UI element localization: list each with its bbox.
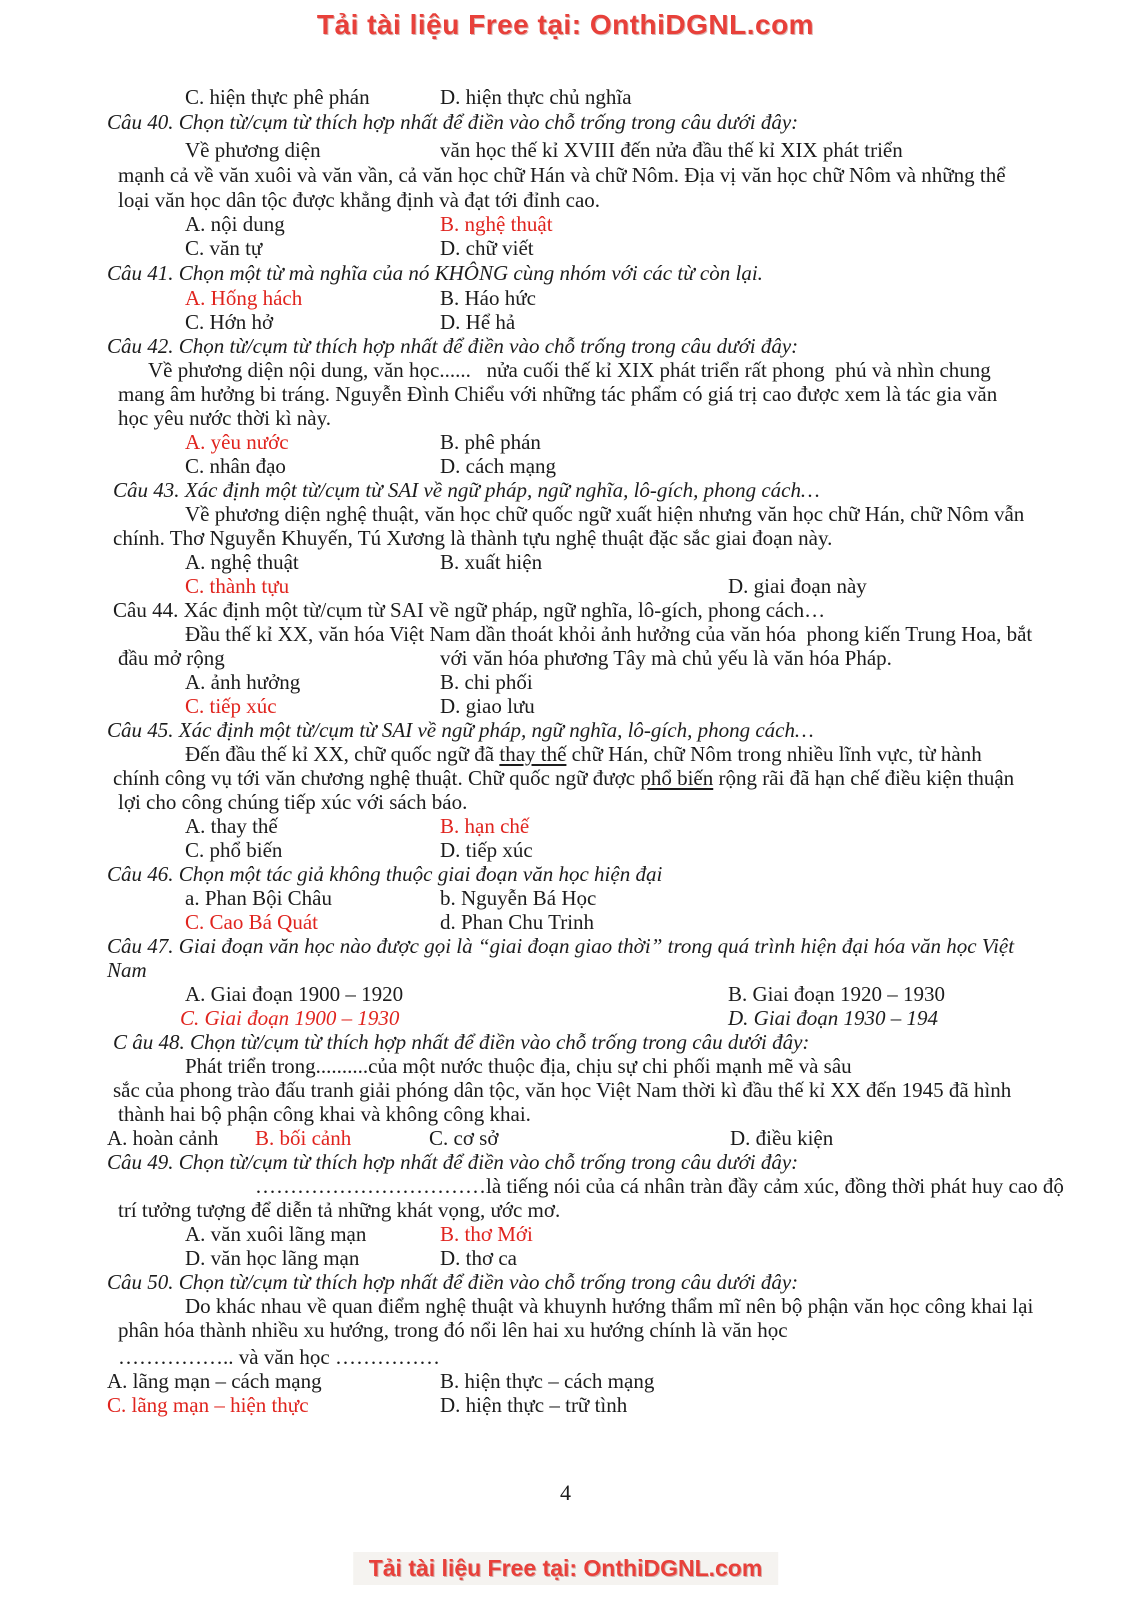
text-segment: D. hiện thực – trữ tình (440, 1393, 628, 1417)
text-segment: B. hiện thực – cách mạng (440, 1369, 655, 1393)
text-line (0, 1294, 1131, 1319)
text-line (0, 718, 1131, 743)
text-line (0, 110, 1131, 135)
text-line (0, 1318, 1131, 1343)
text-segment: D. hiện thực chủ nghĩa (440, 85, 632, 109)
text-segment: Câu 49. Chọn từ/cụm từ thích hợp nhất để điền vào chỗ trống trong câu dưới đây: (107, 1150, 799, 1174)
text-segment: A. Giai đoạn 1900 – 1920 (185, 982, 404, 1006)
text-line (0, 742, 1131, 767)
text-line (0, 910, 1131, 935)
text-segment: Về phương diện nghệ thuật, văn học chữ quốc ngữ xuất hiện nhưng văn học chữ Hán, chữ Nôm vẫn (185, 502, 1025, 526)
text-line (0, 886, 1131, 911)
text-segment: b. Nguyễn Bá Học (440, 886, 597, 910)
text-segment: D. giai đoạn này (728, 574, 867, 598)
text-segment: a. Phan Bội Châu (185, 886, 332, 910)
text-line (0, 1006, 1131, 1031)
text-line (0, 236, 1131, 261)
text-segment: trí tưởng tượng để diễn tả những khát vọng, ước mơ. (118, 1198, 561, 1222)
text-line (0, 454, 1131, 479)
text-line (0, 1198, 1131, 1223)
text-segment: C. văn tự (185, 236, 263, 260)
text-segment: Do khác nhau về quan điểm nghệ thuật và khuynh hướng thẩm mĩ nên bộ phận văn học công khai lại (185, 1294, 1034, 1318)
text-line (0, 1393, 1131, 1418)
text-line (0, 310, 1131, 335)
text-segment: A. thay thế (185, 814, 278, 838)
text-segment: Nam (107, 958, 147, 982)
text-segment: Câu 41. Chọn một từ mà nghĩa của nó KHÔNG cùng nhóm với các từ còn lại. (107, 261, 763, 285)
text-segment: học yêu nước thời kì này. (118, 406, 332, 430)
text-line (0, 188, 1131, 213)
text-segment: Đầu thế kỉ XX, văn hóa Việt Nam dần thoát khỏi ảnh hưởng của văn hóa phong kiến Trung Hoa, bắt (185, 622, 1033, 646)
text-line (0, 622, 1131, 647)
text-segment: D. chữ viết (440, 236, 534, 260)
text-segment: D. giao lưu (440, 694, 535, 718)
text-segment: C. Cao Bá Quát (185, 910, 318, 934)
text-line (0, 598, 1131, 623)
text-segment: A. nội dung (185, 212, 285, 236)
text-segment: D. văn học lãng mạn (185, 1246, 360, 1270)
text-segment: C. thành tựu (185, 574, 290, 598)
text-segment: D. tiếp xúc (440, 838, 533, 862)
text-segment: D. Giai đoạn 1930 – 194 (728, 1006, 938, 1030)
text-segment: D. Hể hả (440, 310, 516, 334)
text-line (0, 790, 1131, 815)
text-line (0, 382, 1131, 407)
text-line (0, 286, 1131, 311)
text-segment: lợi cho công chúng tiếp xúc với sách báo. (118, 790, 468, 814)
text-segment: Câu 47. Giai đoạn văn học nào được gọi là “giai đoạn giao thời” trong quá trình hiện đại hóa văn học Việt (107, 934, 1015, 958)
text-segment: Câu 50. Chọn từ/cụm từ thích hợp nhất để điền vào chỗ trống trong câu dưới đây: (107, 1270, 799, 1294)
text-segment: C. lãng mạn – hiện thực (107, 1393, 309, 1417)
header-banner: Tải tài liệu Free tại: OnthiDGNL.com (316, 9, 815, 40)
text-line (0, 430, 1131, 455)
text-segment: Câu 43. Xác định một từ/cụm từ SAI về ngữ pháp, ngữ nghĩa, lô-gích, phong cách… (113, 478, 820, 502)
text-line (0, 1126, 1131, 1151)
text-line (0, 814, 1131, 839)
text-segment: Về phương diện nội dung, văn học...... nửa cuối thế kỉ XIX phát triển rất phong phú và nhìn chung (148, 358, 991, 382)
footer-banner: Tải tài liệu Free tại: OnthiDGNL.com (353, 1552, 779, 1585)
text-segment: D. thơ ca (440, 1246, 517, 1270)
text-line (0, 646, 1131, 671)
text-segment: C âu 48. Chọn từ/cụm từ thích hợp nhất để điền vào chỗ trống trong câu dưới đây: (113, 1030, 810, 1054)
text-line (0, 1030, 1131, 1055)
text-segment: chính công vụ tới văn chương nghệ thuật. Chữ quốc ngữ được phổ biến rộng rãi đã hạn chế điều kiện thuận (113, 766, 1015, 790)
text-segment: Câu 45. Xác định một từ/cụm từ SAI về ngữ pháp, ngữ nghĩa, lô-gích, phong cách… (107, 718, 814, 742)
text-segment: B. Háo hức (440, 286, 536, 310)
text-segment: Phát triển trong..........của một nước thuộc địa, chịu sự chi phối mạnh mẽ và sâu (185, 1054, 852, 1078)
text-line (0, 502, 1131, 527)
text-segment: đầu mở rộng (118, 646, 225, 670)
text-line (0, 1222, 1131, 1247)
text-segment: Câu 46. Chọn một tác giả không thuộc giai đoạn văn học hiện đại (107, 862, 663, 886)
text-segment: C. cơ sở (429, 1126, 499, 1150)
text-line (0, 982, 1131, 1007)
text-segment: văn học thế kỉ XVIII đến nửa đầu thế kỉ XIX phát triển (440, 138, 903, 162)
text-line (0, 526, 1131, 551)
text-segment: A. ảnh hưởng (185, 670, 301, 694)
text-segment: Câu 40. Chọn từ/cụm từ thích hợp nhất để điền vào chỗ trống trong câu dưới đây: (107, 110, 799, 134)
text-segment: D. điều kiện (730, 1126, 834, 1150)
text-segment: C. Giai đoạn 1900 – 1930 (180, 1006, 400, 1030)
text-segment: A. văn xuôi lãng mạn (185, 1222, 367, 1246)
text-line (0, 766, 1131, 791)
text-line (0, 358, 1131, 383)
text-segment: Câu 42. Chọn từ/cụm từ thích hợp nhất để điền vào chỗ trống trong câu dưới đây: (107, 334, 799, 358)
text-line (0, 1246, 1131, 1271)
text-segment: B. hạn chế (440, 814, 530, 838)
text-segment: A. nghệ thuật (185, 550, 299, 574)
text-segment: B. bối cảnh (255, 1126, 352, 1150)
text-segment: loại văn học dân tộc được khẳng định và đạt tới đỉnh cao. (118, 188, 601, 212)
text-line (0, 478, 1131, 503)
text-segment: B. nghệ thuật (440, 212, 553, 236)
text-line (0, 1174, 1131, 1199)
text-segment: B. thơ Mới (440, 1222, 533, 1246)
text-segment: thành hai bộ phận công khai và không công khai. (118, 1102, 531, 1126)
text-segment: C. Hớn hở (185, 310, 274, 334)
text-segment: mang âm hưởng bi tráng. Nguyễn Đình Chiểu với những tác phẩm có giá trị cao được xem là tác gia văn (118, 382, 998, 406)
text-segment: mạnh cả về văn xuôi và văn vần, cả văn học chữ Hán và chữ Nôm. Địa vị văn học chữ Nôm và những thể (118, 163, 1006, 187)
text-line (0, 574, 1131, 599)
text-segment: Đến đầu thế kỉ XX, chữ quốc ngữ đã thay thế chữ Hán, chữ Nôm trong nhiều lĩnh vực, từ hành (185, 742, 982, 766)
text-segment: D. cách mạng (440, 454, 557, 478)
text-line (0, 1369, 1131, 1394)
text-segment: phân hóa thành nhiều xu hướng, trong đó nổi lên hai xu hướng chính là văn học (118, 1318, 788, 1342)
text-segment: với văn hóa phương Tây mà chủ yếu là văn hóa Pháp. (440, 646, 892, 670)
text-segment: B. chi phối (440, 670, 533, 694)
text-segment: C. tiếp xúc (185, 694, 277, 718)
text-line (0, 1054, 1131, 1079)
text-segment: A. hoàn cảnh (107, 1126, 219, 1150)
text-segment: B. Giai đoạn 1920 – 1930 (728, 982, 945, 1006)
text-line (0, 334, 1131, 359)
text-line (0, 261, 1131, 286)
text-line (0, 1102, 1131, 1127)
text-line (0, 138, 1131, 163)
text-segment: C. nhân đạo (185, 454, 286, 478)
text-segment: C. hiện thực phê phán (185, 85, 370, 109)
text-line (0, 694, 1131, 719)
text-line (0, 862, 1131, 887)
text-segment: Về phương diện (185, 138, 321, 162)
text-segment: sắc của phong trào đấu tranh giải phóng dân tộc, văn học Việt Nam thời kì đầu thế kỉ XX đến 1945 đã hình (113, 1078, 1012, 1102)
text-segment: …………….. và văn học …………… (118, 1345, 440, 1369)
text-segment: A. lãng mạn – cách mạng (107, 1369, 322, 1393)
text-line (0, 838, 1131, 863)
text-line (0, 1150, 1131, 1175)
text-segment: A. Hống hách (185, 286, 303, 310)
text-segment: B. phê phán (440, 430, 541, 454)
text-line (0, 1345, 1131, 1370)
text-line (0, 163, 1131, 188)
text-segment: C. phổ biến (185, 838, 283, 862)
text-line (0, 406, 1131, 431)
text-line (0, 1270, 1131, 1295)
text-segment: A. yêu nước (185, 430, 289, 454)
text-segment: ……………………………là tiếng nói của cá nhân tràn đầy cảm xúc, đồng thời phát huy cao độ (255, 1174, 1064, 1198)
text-line (0, 958, 1131, 983)
text-line (0, 670, 1131, 695)
text-line (0, 85, 1131, 110)
text-segment: B. xuất hiện (440, 550, 543, 574)
text-segment: Câu 44. Xác định một từ/cụm từ SAI về ngữ pháp, ngữ nghĩa, lô-gích, phong cách… (113, 598, 826, 622)
text-segment: d. Phan Chu Trinh (440, 910, 595, 934)
text-line (0, 212, 1131, 237)
text-line (0, 1078, 1131, 1103)
page-number: 4 (560, 1480, 571, 1505)
text-line (0, 550, 1131, 575)
text-segment: chính. Thơ Nguyễn Khuyến, Tú Xương là thành tựu nghệ thuật đặc sắc giai đoạn này. (113, 526, 833, 550)
text-line (0, 934, 1131, 959)
